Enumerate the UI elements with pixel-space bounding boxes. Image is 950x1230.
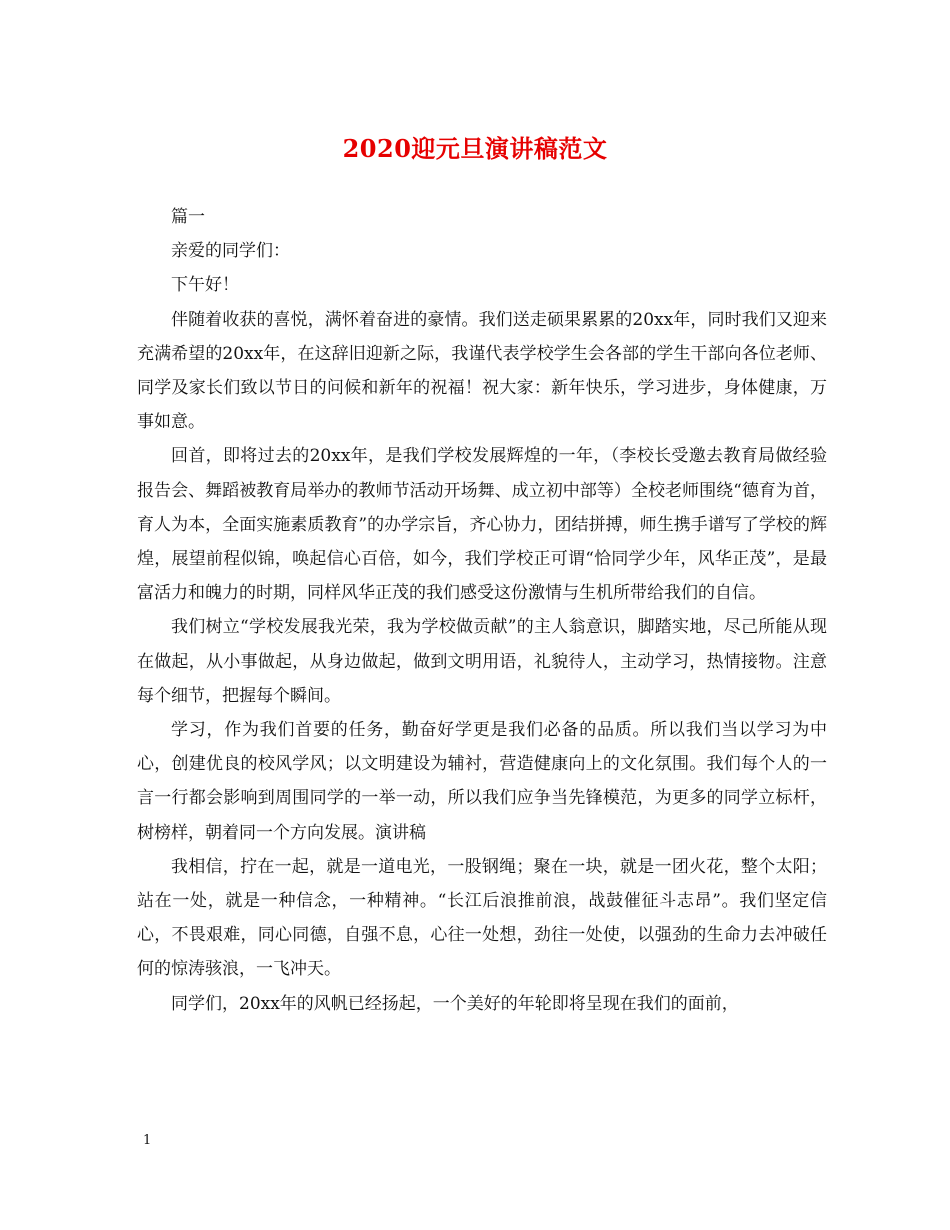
paragraph: 我们树立“学校发展我光荣，我为学校做贡献”的主人翁意识，脚踏实地，尽己所能从现在做起，从小事做起，从身边做起，做到文明用语，礼貌待人，主动学习，热情接物。注意每个细节，把握每个瞬间。 (137, 617, 827, 706)
paragraph-section-label: 篇一 (171, 207, 205, 227)
document-body (137, 200, 827, 1021)
paragraph: 回首，即将过去的20xx年，是我们学校发展辉煌的一年，（李校长受邀去教育局做经验报告会、舞蹈被教育局举办的教师节活动开场舞、成立初中部等）全校老师围绕“德育为首，育人为本，全面实施素质教育”的办学宗旨，齐心协力，团结拼搏，师生携手谱写了学校的辉煌，展望前程似锦，唤起信心百倍，如今，我们学校正可谓“恰同学少年，风华正茂”，是最富活力和魄力的时期，同样风华正茂的我们感受这份激情与生机所带给我们的自信。 (137, 446, 827, 604)
paragraph-greeting: 下午好！ (171, 275, 239, 296)
paragraph-salutation: 亲爱的同学们： (171, 241, 290, 262)
paragraph: 学习，作为我们首要的任务，勤奋好学更是我们必备的品质。所以我们当以学习为中心，创建优良的校风学风；以文明建设为辅衬，营造健康向上的文化氛围。我们每个人的一言一行都会影响到周围同学的一举一动，所以我们应争当先锋模范，为更多的同学立标杆，树榜样，朝着同一个方向发展。演讲稿 (137, 720, 827, 843)
paragraph: 伴随着收获的喜悦，满怀着奋进的豪情。我们送走硕果累累的20xx年，同时我们又迎来充满希望的20xx年，在这辞旧迎新之际，我谨代表学校学生会各部的学生干部向各位老师、同学及家长们致以节日的问候和新年的祝福！祝大家：新年快乐，学习进步，身体健康，万事如意。 (137, 309, 827, 433)
paragraph: 同学们，20xx年的风帆已经扬起，一个美好的年轮即将呈现在我们的面前， (171, 993, 739, 1014)
page-number: 1 (143, 1133, 152, 1148)
paragraph: 我相信，拧在一起，就是一道电光，一股钢绳；聚在一块，就是一团火花，整个太阳；站在一处，就是一种信念，一种精神。“长江后浪推前浪，战鼓催征斗志昂”。我们坚定信心，不畏艰难，同心同德，自强不息，心往一处想，劲往一处使，以强劲的生命力去冲破任何的惊涛骇浪，一飞冲天。 (137, 856, 827, 980)
document-title: 2020迎元旦演讲稿范文 (342, 134, 608, 163)
